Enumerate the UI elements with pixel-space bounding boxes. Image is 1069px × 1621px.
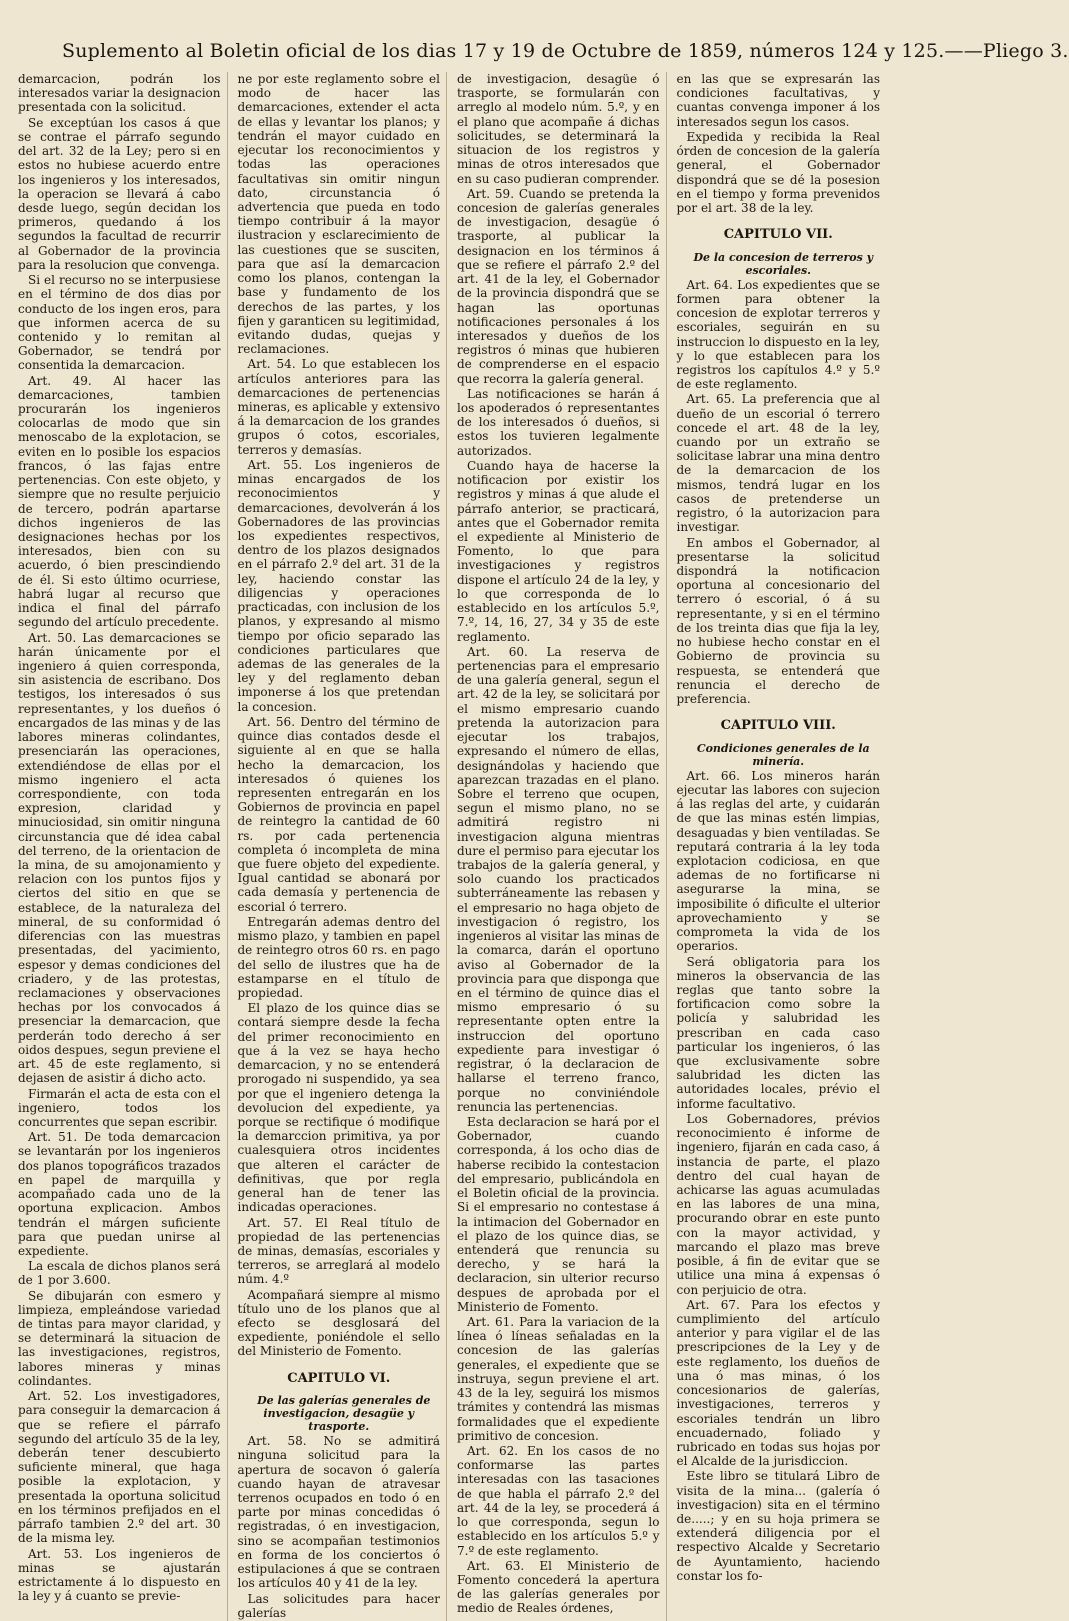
paragraph: Expedida y recibida la Real órden de concesion de la galería general, el Gobernador dispondrá que se dé la posesion en el tiempo y forma prevenidos por el art. 38 de la ley. xyxy=(676,129,880,215)
paragraph: Art. 53. Los ingenieros de minas se ajustarán estrictamente á lo dispuesto en la ley y á cuanto se previe- xyxy=(18,1546,221,1604)
paragraph: Entregarán ademas dentro del mismo plazo, y tambien en papel de reintegro otros 60 rs. en pago del sello de ilustres que ha de estamparse en el título de propiedad. xyxy=(237,914,440,1000)
column-1 xyxy=(18,72,228,1621)
paragraph: Art. 67. Para los efectos y cumplimiento del artículo anterior y para vigilar el de las prescripciones de la Ley y de este reglamento, los dueños de una ó mas minas, ó los concesionarios de galerías, investigaciones, terreros y escoriales tendrán un libro encuadernado, foliado y rubricado en todas sus hojas por el Alcalde de la jurisdiccion. xyxy=(676,1297,880,1469)
paragraph: Art. 54. Lo que establecen los artículos anteriores para las demarcaciones de pertenencias mineras, es aplicable y extensivo á la demarcacion de los grandes grupos ó cotos, escoriales, terreros y demasías. xyxy=(237,357,440,457)
paragraph-continued: de investigacion, desagüe ó trasporte, se formularán con arreglo al modelo núm. 5.º, y en el plano que acompañe á dichas solicitudes, se determinará la situacion de los registros y minas de otros interesados que en su caso pudieran comprender. xyxy=(457,72,660,186)
paragraph: Art. 60. La reserva de pertenencias para el empresario de una galería general, segun el art. 42 de la ley, se solicitará por el mismo empresario cuando pretenda la autorizacion para ejecutar los trabajos, expresando el número de ellas, designándolas y haciendo que aparezcan trazadas en el plano. Sobre el terreno que ocupen, segun el mismo plano, no se admitirá registro ni investigacion alguna mientras dure el permiso para ejecutar los trabajos de la galería general, y solo cuando los practicados subterráneamente las rebasen y el empresario no haga objeto de investigacion ó registro, los ingenieros al visitar las minas de la comarca, darán el oportuno aviso al Gobernador de la provincia para que disponga que en el término de quince dias el mismo empresario ó su representante opten entre la instruccion del oportuno expediente para investigar ó registrar, ó la declaracion de hallarse el terreno franco, porque no conviniéndole renuncia las pertenencias. xyxy=(457,644,660,1114)
paragraph: Art. 63. El Ministerio de Fomento concederá la apertura de las galerías generales por medio de Reales órdenes, xyxy=(457,1558,660,1616)
text-columns xyxy=(18,72,886,1620)
paragraph: Las solicitudes para hacer galerías xyxy=(237,1591,440,1620)
paragraph: Las notificaciones se harán á los apoderados ó representantes de los interesados ó dueños, si estos los tuvieren legalmente autorizados. xyxy=(457,386,660,458)
paragraph: Art. 52. Los investigadores, para conseguir la demarcacion á que se refiere el párrafo segundo del artículo 35 de la ley, deberán tener descubierto suficiente mineral, que haga posible la explotacion, y presentada la oportuna solicitud en los términos prefijados en el párrafo tambien 2.º del art. 30 de la misma ley. xyxy=(18,1389,221,1546)
paragraph: Acompañará siempre al mismo título uno de los planos que al efecto se desglosará del expediente, poniéndole el sello del Ministerio de Fomento. xyxy=(237,1287,440,1359)
paragraph: La escala de dichos planos será de 1 por 3.600. xyxy=(18,1259,221,1288)
paragraph: Art. 62. En los casos de no conformarse las partes interesadas con las tasaciones de que habla el párrafo 2.º del art. 44 de la ley, se procederá á lo que corresponda, segun lo establecido en los artículos 5.º y 7.º de este reglamento. xyxy=(457,1444,660,1558)
chapter-heading: CAPITULO VI. xyxy=(287,1370,391,1386)
paragraph-continued: ne por este reglamento sobre el modo de hacer las demarcaciones, extender el acta de ellas y levantar los planos; y tendrán el mayor cuidado en ejecutar los reconocimientos y todas las operaciones facultativas sin omitir ningun dato, circunstancia ó advertencia que pueda en todo tiempo contribuir á la mayor ilustracion y esclarecimiento de las cuestiones que se susciten, para que así la demarcacion como los planos, contengan la base y fundamento de los derechos de las partes, y los fijen y garanticen su legitimidad, evitando dudas, quejas y reclamaciones. xyxy=(237,72,440,357)
paragraph: Art. 65. La preferencia que al dueño de un escorial ó terrero concede el art. 48 de la ley, cuando por un extraño se solicitase labrar una mina dentro de la demarcacion de los mismos, tendrá lugar en los casos de pretenderse un registro, ó la autorizacion para investigar. xyxy=(676,392,880,535)
paragraph-continued: demarcacion, podrán los interesados variar la designacion presentada con la solicitud. xyxy=(18,72,221,115)
paragraph: Este libro se titulará Libro de visita de la mina... (galería ó investigacion) sita en el término de.....; y en su hoja primera se extenderá diligencia por el respectivo Alcalde y Secretario de Ayuntamiento, haciendo constar los fo- xyxy=(676,1469,880,1583)
paragraph: Art. 56. Dentro del término de quince dias contados desde el siguiente al en que se halla hecho la demarcacion, los interesados ó quienes los representen entregarán en los Gobiernos de provincia en papel de reintegro la cantidad de 60 rs. por cada pertenencia completa ó incompleta de mina que fuere objeto del expediente. Igual cantidad se abonará por cada demasía y pertenencia de escorial ó terrero. xyxy=(237,714,440,914)
paragraph: Art. 50. Las demarcaciones se harán únicamente por el ingeniero á quien corresponda, sin asistencia de escribano. Dos testigos, los interesados ó sus representantes, y los dueños ó encargados de las minas y de las labores mineras colindantes, presenciarán las operaciones, extendiéndose de ellas por el mismo ingeniero el acta correspondiente, con toda expresion, claridad y minuciosidad, sin omitir ninguna circunstancia que dé idea cabal del terreno, de la orientacion de la mina, de su amojonamiento y relacion con los puntos fijos y ciertos del sitio en que se establece, de la naturaleza del mineral, de su conformidad ó diferencias con las muestras presentadas, del yacimiento, espesor y demas condiciones del criadero, y de las protestas, reclamaciones y observaciones hechas por los convocados á presenciar la demarcacion, que perderán todo derecho á ser oidos despues, segun previene el art. 45 de este reglamento, si dejasen de asistir á dicho acto. xyxy=(18,630,221,1086)
column-3 xyxy=(457,72,667,1621)
paragraph: Art. 58. No se admitirá ninguna solicitud para la apertura de socavon ó galería cuando hayan de atravesar terrenos ocupados en todo ó en parte por minas concedidas ó registradas, ó en investigacion, sino se acompañan testimonios en forma de los conciertos ó estipulaciones á que se contraen los artículos 40 y 41 de la ley. xyxy=(237,1434,440,1591)
paragraph: Art. 59. Cuando se pretenda la concesion de galerías generales de investigacion, desagüe ó trasporte, al publicar la designacion en los términos á que se refiere el párrafo 2.º del art. 41 de la ley, el Gobernador de la provincia dispondrá que se hagan las oportunas notificaciones personales á los interesados y dueños de los registros ó minas que hubieren de comprenderse en el espacio que recorra la galería general. xyxy=(457,186,660,386)
paragraph-continued: en las que se expresarán las condiciones facultativas, y cuantas convenga imponer á los interesados segun los casos. xyxy=(676,72,880,129)
paragraph: Cuando haya de hacerse la notificacion por existir los registros y minas á que alude el párrafo anterior, se practicará, antes que el Gobernador remita el expediente al Ministerio de Fomento, lo que para investigaciones y registros dispone el artículo 24 de la ley, y lo que corresponda de lo establecido en los artículos 5.º, 7.º, 14, 16, 27, 34 y 35 de este reglamento. xyxy=(457,458,660,644)
paragraph: Se exceptúan los casos á que se contrae el párrafo segundo del art. 32 de la Ley; pero si en estos no hubiese acuerdo entre los ingenieros y los interesados, la operacion se llevará á cabo desde luego, según decidan los primeros, quedando á los segundos la facultad de recurrir al Gobernador de la provincia para la resolucion que convenga. xyxy=(18,115,221,272)
chapter-subtitle: De la concesion de terreros y escoriales. xyxy=(693,250,873,277)
paragraph: El plazo de los quince dias se contará siempre desde la fecha del primer reconocimiento en que á la vez se haya hecho demarcacion, y no se entenderá prorogado ni suspendido, ya sea por que el ingeniero detenga la devolucion del expediente, ya porque se rectifique ó modifique la demarccion primitiva, ya por cualesquiera otros incidentes que alteren el carácter de definitivas, que por regla general han de tener las indicadas operaciones. xyxy=(237,1001,440,1215)
paragraph: Si el recurso no se interpusiese en el término de dos dias por conducto de los ingen eros, para que informen acerca de su contenido y lo remitan al Gobernador, se tendrá por consentida la demarcacion. xyxy=(18,273,221,373)
chapter-subtitle: Condiciones generales de la minería. xyxy=(696,741,870,768)
chapter-subtitle: De las galerías generales de investigacion, desagüe y trasporte. xyxy=(257,1394,431,1434)
page-header: Suplemento al Boletin oficial de los dias 17 y 19 de Octubre de 1859, números 124 y 125.——Pliego 3. xyxy=(62,40,1069,62)
chapter-heading: CAPITULO VII. xyxy=(723,227,833,243)
paragraph: En ambos el Gobernador, al presentarse la solicitud dispondrá la notificacion oportuna al concesionario del terrero ó escorial, ó á su representante, y si en el término de los treinta dias que fija la ley, no hubiese hecho constar en el Gobierno de provincia su respuesta, se entenderá que renuncia el derecho de preferencia. xyxy=(676,535,880,706)
column-4 xyxy=(677,72,887,1621)
paragraph: Art. 57. El Real título de propiedad de las pertenencias de minas, demasías, escoriales y terreros, se arreglará al modelo núm. 4.º xyxy=(237,1215,440,1287)
column-2 xyxy=(238,72,448,1621)
paragraph: Esta declaracion se hará por el Gobernador, cuando corresponda, á los ocho dias de haberse recibido la contestacion del empresario, publicándola en el Boletin oficial de la provincia. Si el empresario no contestase á la intimacion del Gobernador en el plazo de los quince dias, se entenderá que renuncia su derecho, y se hará la declaracion, sin ulterior recurso despues de aprobada por el Ministerio de Fomento. xyxy=(457,1114,660,1314)
paragraph: Art. 55. Los ingenieros de minas encargados de los reconocimientos y demarcaciones, devolverán á los Gobernadores de las provincias los expedientes respectivos, dentro de los plazos designados en el párrafo 2.º del art. 31 de la ley, haciendo constar las diligencias y operaciones practicadas, con inclusion de los planos, y expresando al mismo tiempo por oficio separado las condiciones particulares que ademas de las generales de la ley y del reglamento deban imponerse á los que pretendan la concesion. xyxy=(237,457,440,714)
chapter-heading: CAPITULO VIII. xyxy=(720,718,836,734)
paragraph: Los Gobernadores, prévios reconocimiento é informe de ingeniero, fijarán en cada caso, á instancia de parte, el plazo dentro del cual hayan de achicarse las aguas acumuladas en las labores de una mina, procurando obrar en este punto con la mayor actividad, y marcando el plazo mas breve posible, á fin de evitar que se utilice una mina á expensas ó con perjuicio de otra. xyxy=(676,1111,880,1297)
paragraph: Se dibujarán con esmero y limpieza, empleándose variedad de tintas para mayor claridad, y se determinará la situacion de las investigaciones, registros, labores mineras y minas colindantes. xyxy=(18,1288,221,1388)
paragraph: Art. 49. Al hacer las demarcaciones, tambien procurarán los ingenieros colocarlas de modo que sin menoscabo de la explotacion, se eviten en lo posible los espacios francos, ó las fajas entre pertenencias. Con este objeto, y siempre que no resulte perjuicio de tercero, podrán apartarse dichos ingenieros de las designaciones hechas por los interesados, bien con su acuerdo, ó bien prescindiendo de él. Si esto último ocurriese, habrá lugar al recurso que indica el final del párrafo segundo del artículo precedente. xyxy=(18,373,221,630)
paragraph: Firmarán el acta de esta con el ingeniero, todos los concurrentes que sepan escribir. xyxy=(18,1086,221,1129)
paragraph: Será obligatoria para los mineros la observancia de las reglas que tanto sobre la fortificacion como sobre la policía y salubridad les prescriban en cada caso particular los ingenieros, ó las que exclusivamente sobre salubridad les dicten las autoridades locales, prévio el informe facultativo. xyxy=(676,954,880,1111)
paragraph: Art. 61. Para la variacion de la línea ó líneas señaladas en la concesion de las galerías generales, el expediente que se instruya, segun previene el art. 43 de la ley, seguirá los mismos trámites y contendrá las mismas formalidades que el expediente primitivo de concesion. xyxy=(457,1315,660,1443)
paragraph: Art. 66. Los mineros harán ejecutar las labores con sujecion á las reglas del arte, y cuidarán de que las minas estén limpias, desaguadas y bien ventiladas. Se reputará contraria á la ley toda explotacion codiciosa, en que ademas de no fortificarse ni asegurarse la mina, se imposibilite ó dificulte el ulterior aprovechamiento y se comprometa la vida de los operarios. xyxy=(676,768,880,954)
paragraph: Art. 51. De toda demarcacion se levantarán por los ingenieros dos planos topográficos trazados en papel de marquilla y acompañado cada uno de la oportuna explicacion. Ambos tendrán el márgen suficiente para que puedan unirse al expediente. xyxy=(18,1130,221,1258)
paragraph: Art. 64. Los expedientes que se formen para obtener la concesion de explotar terreros y escoriales, seguirán en su instruccion lo dispuesto en la ley, y lo que establecen para los registros los capítulos 4.º y 5.º de este reglamento. xyxy=(676,277,880,392)
